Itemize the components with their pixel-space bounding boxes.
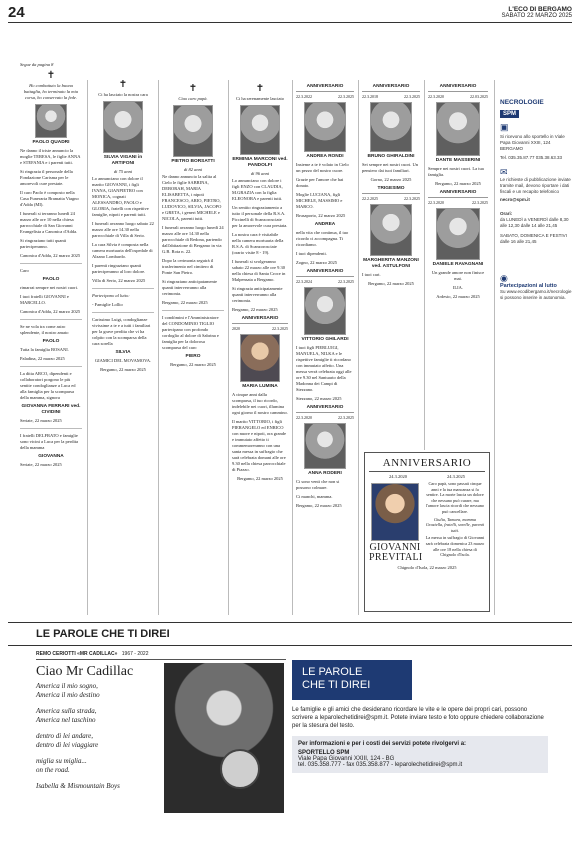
obituary-text: La nostra cara è visitabile nella camera mortuaria della R.S.A. di Scanzorosciate (orario visite 8 - 19). [232, 232, 284, 255]
portrait-photo [436, 102, 480, 156]
portrait-photo [304, 423, 346, 469]
promo-office: SPORTELLO SPM [298, 750, 350, 756]
cross-icon: ✝ [46, 70, 56, 81]
anniversary-date-end: 22.3.2025 [338, 415, 354, 420]
deceased-age: di 75 anni [113, 169, 133, 174]
anniversary-sign: Stezzano, 22 marzo 2025 [296, 396, 342, 401]
publication-header [502, 6, 572, 20]
notice-text: I condòmini e l'Amministratore del CONDOMINIO TIGLIO partecipano con profondo cordoglio al dolore di Sabrina e famiglia per la dolorosa scomparsa del caro [162, 315, 219, 350]
spm-logo: SPM [500, 110, 519, 118]
notice-name: SILVIA [115, 350, 131, 355]
anniversary-mass: La messa in suffragio di Giovanni sarà celebrata domenica 23 marzo alle ore 18 nella chiesa di Chignolo d'Isola. [425, 535, 485, 558]
anniversary-date-start: 22.3.2020 [428, 200, 444, 205]
cross-icon: ✝ [255, 84, 265, 94]
publication-name: L'ECO DI BERGAMO [508, 6, 572, 13]
anniversary-text: Sempre nei nostri cuori. La tua famiglia. [428, 166, 484, 177]
anniversary-text: Un grande amore non finisce mai. [431, 270, 485, 281]
obituary-intro: Ci ha lasciato la nostra cara [98, 92, 148, 97]
deceased-name: SILVIA VIGANI in ARTIFONI [103, 155, 143, 166]
anniversary-sign: Brusaporto, 22 marzo 2025 [296, 213, 346, 218]
notice-name: ANDREA [314, 222, 336, 227]
anniversary-title: ANNIVERSARIO [428, 84, 488, 92]
obituary-intro: Ciao caro papà. [178, 96, 208, 101]
anniversary-title: ANNIVERSARIO [428, 190, 488, 198]
deceased-name: ERMINIA MARCONI ved. PANDOLFI [232, 157, 288, 168]
deceased-age: di 96 anni [250, 171, 270, 176]
mail-icon: ✉ [500, 167, 508, 177]
column-5 [296, 84, 354, 614]
promo-contacts[interactable]: tel. 035.358.777 - fax 035.358.877 - leparolechetidirei@spm.it [298, 762, 463, 768]
anniversary-date-start: 24.3.2020 [389, 474, 407, 479]
anniversary-date-start: 22.3.2024 [296, 279, 312, 284]
promo-title-line1: LE PAROLE [302, 666, 363, 678]
portrait-photo [35, 104, 67, 138]
section-title: LE PAROLE CHE TI DIREI [36, 628, 170, 640]
anniversary-title: ANNIVERSARIO [296, 269, 354, 277]
notice-name: PAOLO [42, 339, 60, 344]
notice-text: La ditta ARCO, dipendenti e collaboratori porgono le più sentite condoglianze a Luca ed alla famiglia per la scomparsa della mamma, signora [20, 371, 76, 400]
anniversary-text: Moglie LUCIANA, figli MICHELE, MASSIMO e MARCO. [296, 192, 343, 209]
anniversary-text: Ci manchi, mamma. [296, 494, 333, 499]
anniversary-name-line2: PREVITALI [369, 552, 423, 563]
column-7 [428, 84, 488, 444]
anniversary-date-end: 22.3.2025 [338, 94, 354, 99]
notice-label: Partecipano al lutto: [92, 293, 130, 298]
notice-text: nella vita che continua, il tuo ricordo ci accompagna. Ti ricordiamo. [296, 230, 349, 247]
anniversary-date-end: 22.03.2025 [470, 94, 488, 99]
sidebar-hours-weekdays: da LUNEDÌ a VENERDÌ dalle 8,30 alle 12,30 dalle 14 alle 21,45 [500, 217, 569, 228]
column-4 [232, 84, 288, 614]
trigesimo-text: I tuoi cari. [362, 272, 381, 277]
anniversary-name: VITTORIO GHILARDI [301, 337, 349, 342]
portrait-photo [370, 204, 412, 256]
column-3 [162, 84, 224, 614]
globe-icon: ◉ [500, 273, 508, 283]
anniversary-date-end: 22.3.2025 [338, 279, 354, 284]
le-parole-promo [292, 660, 548, 836]
tribute-line: dentro di lei andare, [36, 732, 94, 740]
anniversary-name: BRUNO GHIRALDINI [367, 154, 415, 159]
portrait-photo [304, 102, 346, 152]
obituary-sign: Bergamo, 22 marzo 2025 [162, 300, 208, 305]
portrait-photo [371, 483, 419, 541]
portrait-photo [240, 105, 280, 155]
notice-text: Tutta la famiglia BOSANI. [20, 347, 69, 352]
anniversary-sign: Bergamo, 22 marzo 2025 [435, 181, 481, 186]
anniversary-date-start: 22.3.2018 [362, 94, 378, 99]
anniversary-name: ANDREA RONDI [306, 154, 344, 159]
tribute-line: miglia su miglia... [36, 757, 87, 765]
notice-name: GIOVANNA FERRARI ved. CIVIDINI [21, 404, 81, 415]
obituary-text: Si ringraziano tutti quanti parteciperanno. [20, 238, 67, 249]
tribute-line: dentro di lei viaggiare [36, 741, 99, 749]
notice-name: GIOVANNA [38, 454, 64, 459]
anniversary-sign: Chignolo d'Isola, 22 marzo 2025 [397, 565, 457, 570]
portrait-photo [370, 102, 412, 152]
necrologie-sidebar [500, 100, 572, 301]
continuation-note: Segue da pagina 8 [20, 62, 54, 67]
notice-text: Caro [20, 268, 29, 273]
obituary-sign: Canonica d'Adda, 22 marzo 2025 [20, 253, 81, 258]
anniversary-text: Insieme a te è volato in Cielo un pezzo del nostro cuore. [296, 162, 349, 173]
notice-name: PAOLO [42, 277, 60, 282]
anniversary-sign: Bergamo, 22 marzo 2025 [296, 503, 342, 508]
anniversary-sign: Bergamo, 22 marzo 2025 [237, 476, 283, 481]
anniversary-dates [369, 474, 485, 479]
banjo-icon [220, 749, 260, 789]
anniversary-name: ANNA RODERI [308, 471, 342, 476]
giovanni-previtali-anniversary [364, 452, 490, 612]
anniversary-text: Caro papà, sono passati cinque anni e la tua mancanza si fa sentire. La morte lascia un dolore che nessuno può curare, ma l'amore lascia ricordi che nessuno può cancellare. [425, 481, 485, 514]
tribute-title: Ciao Mr Cadillac [36, 664, 134, 679]
anniversary-text: Ci sono venti che non si possono colmare. [296, 479, 340, 490]
obituary-text: Dopo la cerimonia seguirà il trasferimento nel cimitero di Ponte San Pietro. [162, 258, 214, 275]
promo-address: Viale Papa Giovanni XXIII, 124 - BG [298, 756, 395, 762]
anniversary-date-end: 22.3.2025 [272, 326, 288, 331]
trigesimo-date-end: 22.3.2025 [404, 196, 420, 201]
sidebar-part-title: Partecipazioni al lutto [500, 283, 557, 289]
column-1 [20, 62, 82, 614]
obituary-text: Lo annunciano con dolore i figli ENZO con CLAUDIA, M.GRAZIA con la figlia ELEONORA e parenti tutti. [232, 178, 283, 201]
remo-ceriotti-tribute [36, 651, 286, 831]
anniversary-family: Giulia, Tamara, mamma Graziella, fratelli, sorelle, parenti tutti. [425, 516, 485, 533]
cross-icon: ✝ [188, 84, 198, 94]
notice-sign: Canonica d'Adda, 22 marzo 2025 [20, 309, 81, 314]
obituary-text: I parenti ringraziano quanti parteciperanno al loro dolore. [92, 263, 146, 274]
tribute-line: America sulla strada, [36, 707, 97, 715]
deceased-name: PAOLO QUADRI [32, 140, 70, 145]
notice-sign: Seriate, 22 marzo 2025 [20, 418, 62, 423]
obituary-text: Un sentito ringraziamento a tutto il personale della R.S.A. Piccinelli di Scanzorosciate per la amorevole cura prestata. [232, 205, 288, 228]
page-number: 24 [8, 4, 25, 21]
anniversary-title: ANNIVERSARIO [362, 84, 420, 92]
anniversary-name: MARIA LUMINA [242, 384, 278, 389]
column-6 [362, 84, 420, 444]
sidebar-part-text: Su www.ecodibergamo.it/necrologie si possono inserire in autonomia. [500, 289, 572, 300]
anniversary-name: DANTE MASSERINI [435, 158, 481, 163]
notice-text: I fratelli DELFRATO e famiglie sono vicini a Luca per la perdita della mamma [20, 433, 78, 450]
anniversary-name-line1: GIOVANNI [369, 542, 421, 553]
notice-sign: Bergamo, 22 marzo 2025 [100, 367, 146, 372]
sidebar-phone: Tel. 035.35.87.77 035.38.63.33 [500, 155, 563, 160]
notice-text: - Famiglie Lollio [92, 302, 123, 307]
anniversary-date-start: 22.3.2020 [296, 415, 312, 420]
obituary-text: I funerali si svolgeranno sabato 22 marzo alle ore 9.30 nella chiesa di Santa Croce in Malpensata a Bergamo. [232, 259, 286, 282]
tribute-line: on the road. [36, 766, 70, 774]
obituary-quote: Ho combattuto la buona battaglia, ho terminato la mia corsa, ho conservato la fede. [23, 83, 79, 100]
promo-text: Le famiglie e gli amici che desiderano ricordare le vite e le opere dei propri cari, possono scrivere a leparolechetidirei@spm.it. Potete inviare testo e foto oppure chiedere collaborazione per la stesura del testo. [292, 707, 544, 729]
trigesimo-title: TRIGESIMO [362, 186, 420, 194]
anniversary-date-start: 22.3.2020 [428, 94, 444, 99]
notice-sign: Bergamo, 22 marzo 2025 [170, 362, 216, 367]
anniversary-title: ANNIVERSARIO [369, 457, 485, 472]
promo-title-line2: CHE TI DIREI [302, 679, 371, 691]
section-rule [8, 622, 572, 623]
obituary-intro: Ci ha serenamente lasciato [235, 96, 285, 101]
portrait-photo [240, 334, 280, 382]
portrait-photo [173, 105, 213, 157]
portrait-photo [304, 287, 346, 335]
trigesimo-name: MARGHERITA MANZONI ved. ASTULFONI [363, 258, 419, 269]
obituary-text: Lo annunciano con dolore il marito GIOVANNI, i figli IVANA, GIANPIETRO con MONICA, cognati ALESSANDRO, PAOLO e GLORIA, fratelli con rispettive famiglie, nipoti e parenti tutti. [92, 176, 149, 217]
promo-info: Per informazioni e per i costi dei servizi potete rivolgervi a: [298, 741, 467, 747]
sidebar-hours-title: Orari: [500, 211, 513, 216]
column-2 [92, 80, 154, 614]
obituary-text: Si ringraziano anticipatamente quanti interverranno alla cerimonia. [162, 279, 217, 296]
anniversary-title: ANNIVERSARIO [232, 316, 288, 324]
tribute-line: America il mio destino [36, 691, 100, 699]
anniversary-date-end: 22.3.2025 [472, 200, 488, 205]
notice-sign: Paladina, 22 marzo 2025 [20, 356, 65, 361]
obituary-sign: Bergamo, 22 marzo 2025 [232, 307, 278, 312]
obituary-text: I funerali avranno luogo sabato 22 marzo alle ore 14.30 nella parrocchiale di Villa di Serio. [92, 221, 154, 238]
tribute-years: 1967 - 2022 [121, 651, 149, 657]
deceased-name: PIETRO BORSATTI [171, 159, 215, 164]
anniversary-date-end: 22.3.2025 [404, 94, 420, 99]
building-icon: ▣ [500, 122, 509, 132]
portrait-photo [103, 101, 143, 153]
notice-sign: Seriate, 22 marzo 2025 [20, 462, 62, 467]
anniversary-date-end: 24.3.2025 [447, 474, 465, 479]
notice-text: Carissimo Luigi, condoglianze vivissime a te e a tutti i familiari per la grave perdita che vi ha colpito con la scomparsa della cara sorella [92, 317, 151, 346]
deceased-age: di 82 anni [183, 167, 203, 172]
anniversary-title: ANNIVERSARIO [296, 84, 354, 92]
anniversary-text: A cinque anni dalla scomparsa, il tuo ricordo, indelebile nei cuori, illumina ogni giorno il nostro cammino. [232, 392, 288, 415]
anniversary-text: Grazie per l'amore che hai donato. [296, 177, 344, 188]
anniversary-text: Il marito VITTORIO, i figli PIERANGELO ed ENRICO con nuore e nipoti, ora grande e immutato affetto ti commemoreranno con una santa messa in suffragio che sarà celebrata domani alle ore 9.30 nella chiesa parrocchiale di Piazzo. [232, 419, 286, 472]
header-rule [8, 22, 572, 23]
sidebar-address: Si ricevono allo sportello in Viale Papa Giovanni XXIII, 124 BERGAMO [500, 134, 565, 151]
cross-icon: ✝ [118, 80, 128, 90]
tribute-sign: Isabella & Mismountain Boys [36, 782, 120, 790]
obituary-text: Il caro Paolo è composto nella Casa Funeraria Bramatta Viagno d'Adda (MI). [20, 190, 79, 207]
anniversary-text: Sei sempre nei nostri cuori. Un pensiero dai tuoi familiari. [362, 162, 418, 173]
obituary-text: I funerali avranno luogo lunedì 24 marzo alle ore 14.30 nella parrocchiale di Redona, partendo dall'abitazione di Bergamo in via G.B. Rota n. 22. [162, 225, 224, 254]
obituary-text: La cara Silvia è composta nella camera mortuaria dell'ospedale di Alzano Lombardo. [92, 242, 153, 259]
obituary-text: Ne danno annuncio la salita al Cielo le figlie SABRINA, DEBORAH, MARIA ELISABETTA, i nipoti FRANCESCO, ARIO, PIETRO, LUDOVICO, SILVIA, JACOPO e GRETA, i generi MICHELE e NICOLA, parenti tutti. [162, 174, 222, 221]
anniversary-text: I tuoi figli PIERLUIGI, MANUELA, NILKA e le rispettive famiglie ti ricordano con immutato affetto. Una messa verrà celebrata oggi alle ore 9.30 nel Santuario della Madonna dei Campi di Stezzano. [296, 345, 352, 392]
notice-sign: Zogno, 22 marzo 2025 [296, 260, 337, 265]
notice-text: rimarrai sempre nei nostri cuori. [20, 285, 79, 290]
anniversary-title: ANNIVERSARIO [296, 405, 354, 413]
anniversary-sign: Ardesio, 22 marzo 2025 [436, 294, 480, 299]
obituary-text: Si ringrazia anticipatamente quanti interverranno alla cerimonia. [232, 286, 283, 303]
anniversary-name: DANIELE RAVAGNANI [432, 262, 484, 267]
tribute-line: America il mio sogno, [36, 682, 98, 690]
notice-text: I tuoi fratelli GIOVANNI e MARCELLO. [20, 294, 69, 305]
promo-info-box [292, 736, 548, 773]
sidebar-hours-weekend: SABATO, DOMENICA E FESTIVI dalle 16 alle 21,45 [500, 233, 567, 244]
obituary-text: Ne danno il triste annuncio la moglie TERESA, le figlie ANNA e STEFANIA e i parenti tutti. [20, 148, 81, 165]
notice-name: PIERO [185, 354, 201, 359]
anniversary-text: ILIA. [452, 285, 464, 290]
publication-date: SABATO 22 MARZO 2025 [501, 13, 572, 19]
anniversary-date-start: 22.3.2022 [296, 94, 312, 99]
sidebar-email[interactable]: necro@spm.it [500, 197, 530, 202]
tribute-line: America nel taschino [36, 716, 96, 724]
anniversary-date-start: 2020 [232, 326, 240, 331]
trigesimo-date-start: 22.2.2025 [362, 196, 378, 201]
obituary-text: Si ringrazia il personale della Fondazione Carisma per le amorevoli cure prestate. [20, 169, 73, 186]
obituary-text: I funerali si terranno lunedì 24 marzo alle ore 10 nella chiesa parrocchiale di San Giovanni Evangelista a Canonica d'Adda. [20, 211, 78, 234]
section-rule [8, 645, 572, 646]
banjo-player-photo [164, 663, 284, 813]
sidebar-title: NECROLOGIE [500, 99, 544, 106]
trigesimo-sign: Bergamo, 22 marzo 2025 [368, 281, 414, 286]
sidebar-mail-info: Le richieste di pubblicazione inviate tramite mail, devono riportare i dati fiscali e un recapito telefonico [500, 177, 571, 194]
portrait-photo [436, 208, 480, 260]
notice-text: I tuoi dipendenti. [296, 251, 327, 256]
notice-text: GIAMICI DEL MOVAMOVA. [94, 358, 152, 363]
notice-text: Se ne vola tra come astro splendente, il nostro amato [20, 324, 69, 335]
tribute-header: REMO CERIOTTI «MR CADILLAC» [36, 651, 118, 657]
obituary-sign: Villa di Serio, 22 marzo 2025 [92, 278, 146, 283]
anniversary-sign: Gorno, 22 marzo 2025 [370, 177, 412, 182]
